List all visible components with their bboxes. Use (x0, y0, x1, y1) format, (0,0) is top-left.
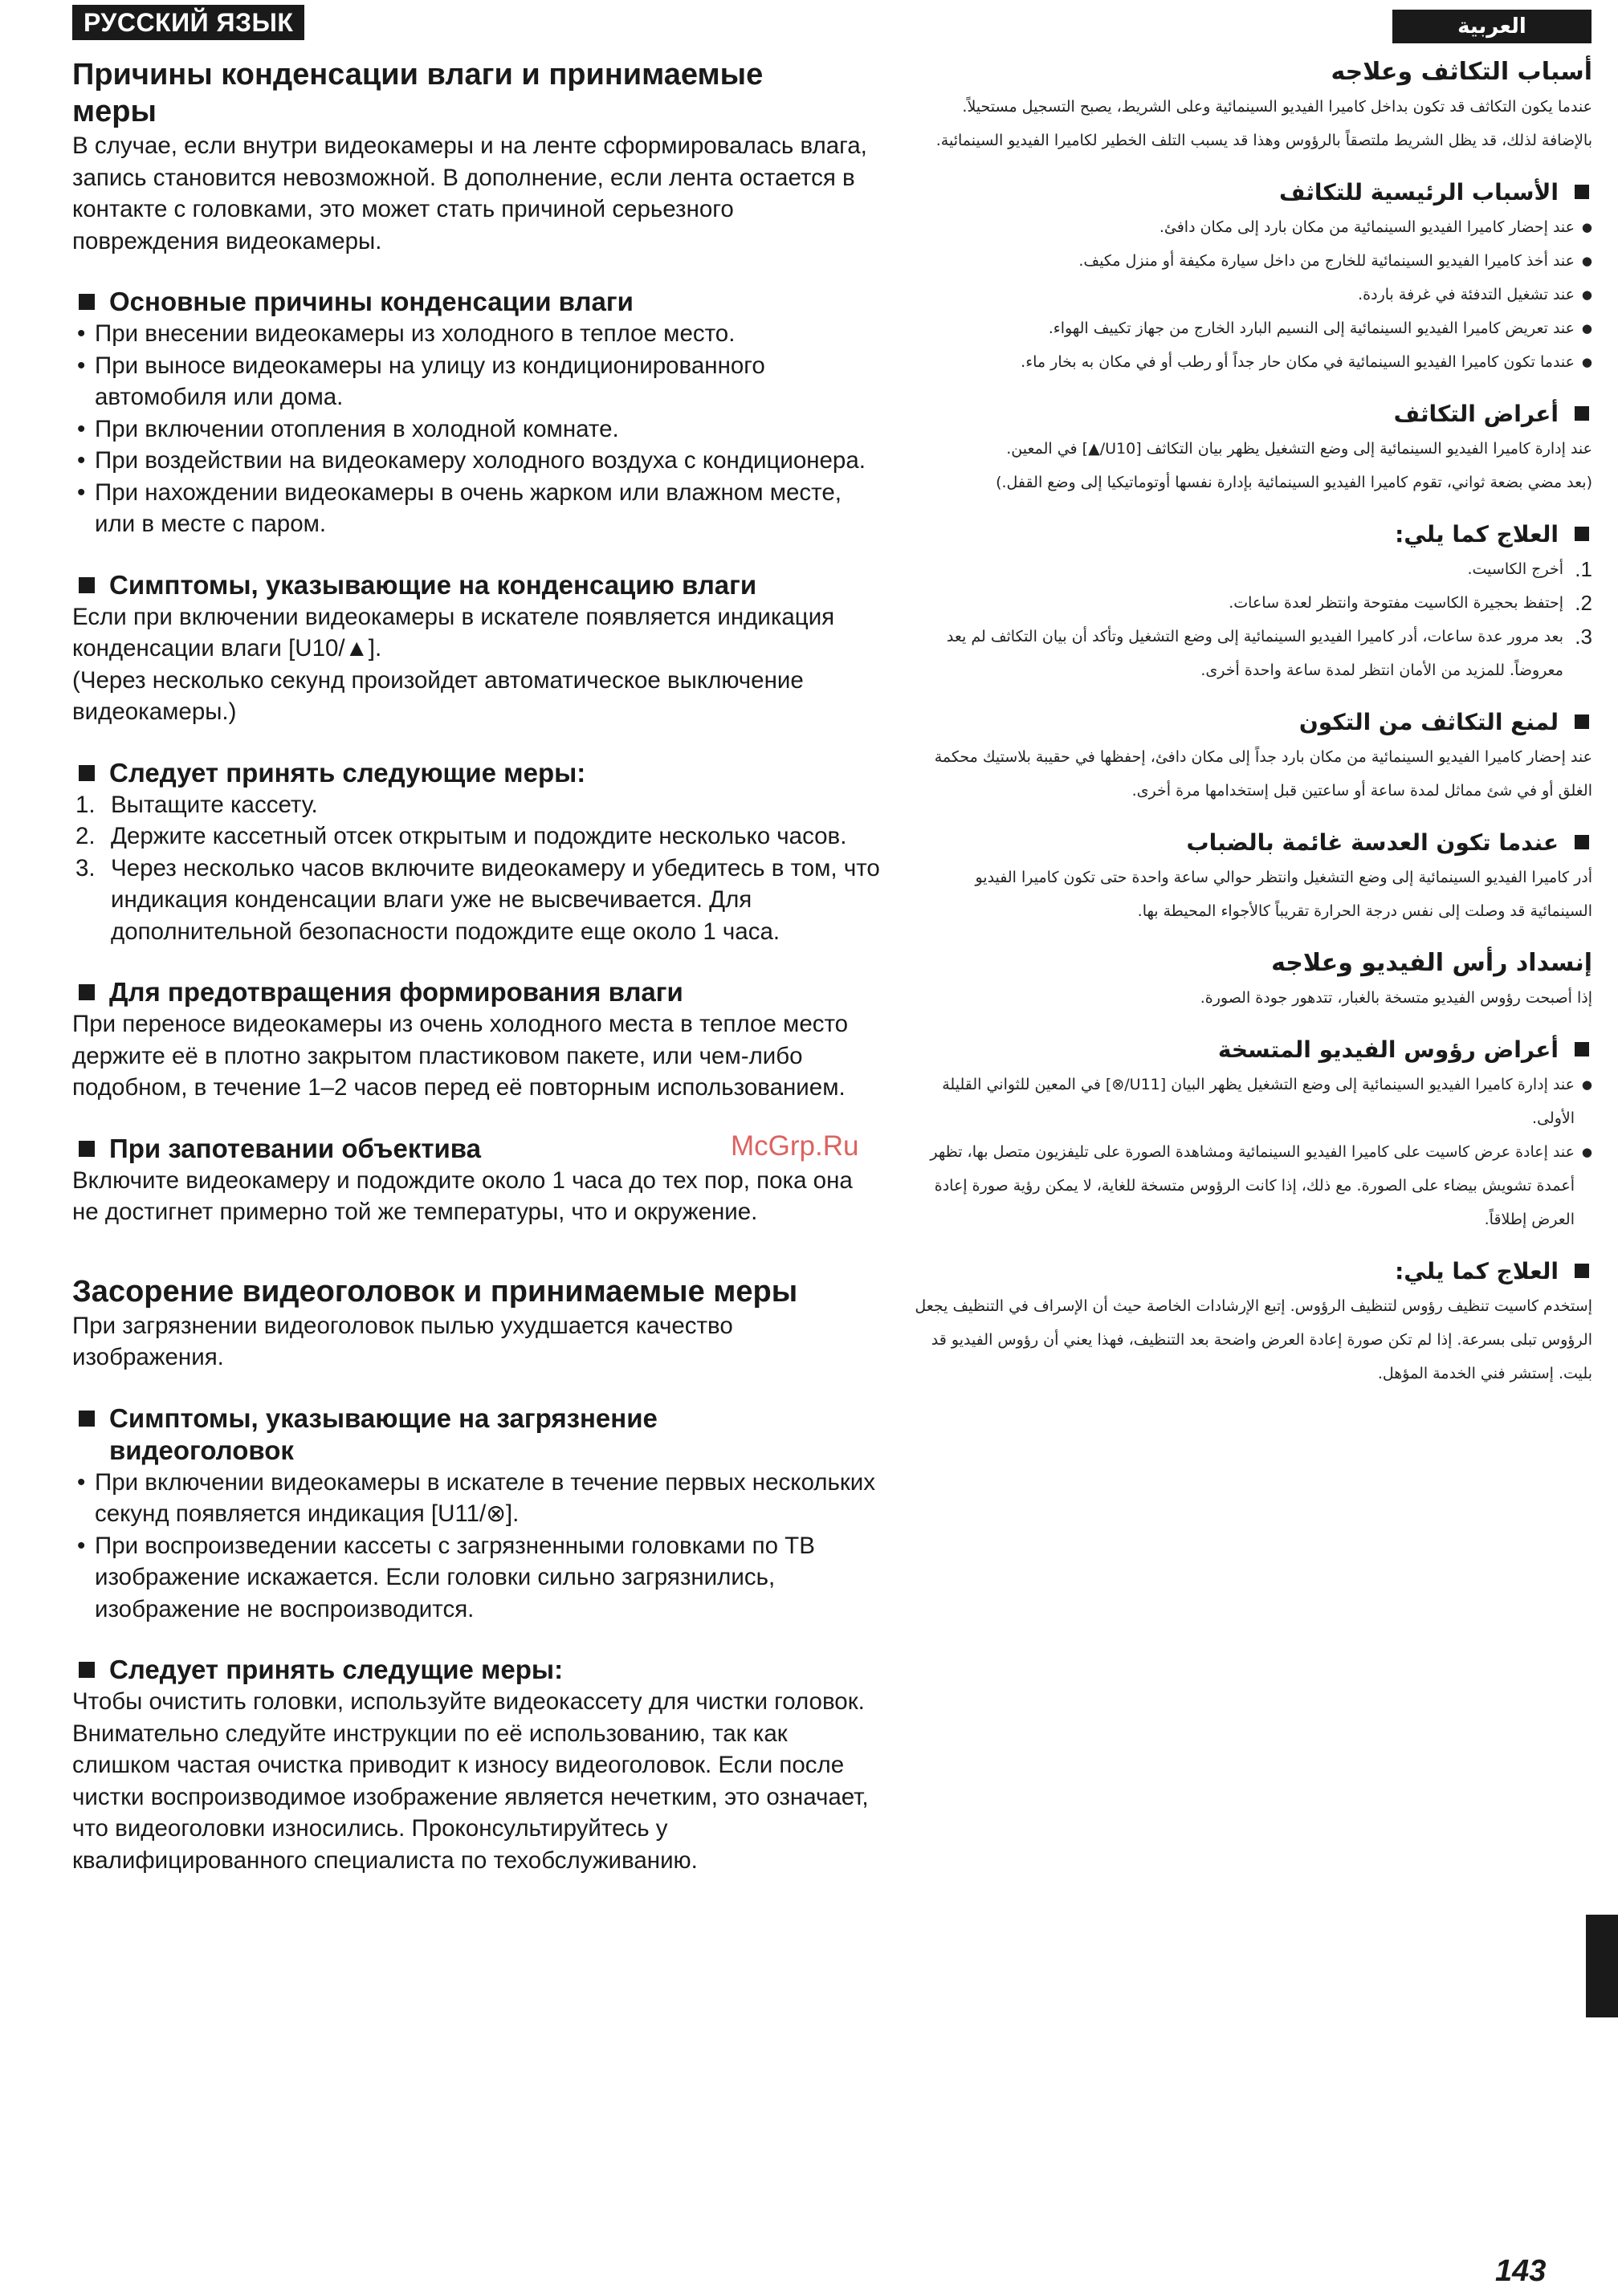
arabic-column (914, 55, 1592, 1390)
list-item: ● عندما تكون كاميرا الفيديو السينمائية في مكان حار جداً أو رطب أو في مكان به بخار ماء. (914, 345, 1592, 379)
heading-dirty-heads-symptoms-ar: أعراض رؤوس الفيديو المتسخة (914, 1032, 1592, 1068)
heading-remedy: Следует принять следующие меры: (72, 757, 883, 789)
paragraph-symptoms: Если при включении видеокамеры в искателе появляется индикация конденсации влаги [U10/▲]. (72, 603, 835, 662)
language-label-russian: РУССКИЙ ЯЗЫК (72, 5, 304, 40)
heading-prevention-ar: لمنع التكاثف من التكون (914, 705, 1592, 740)
square-bullet-icon (79, 984, 95, 1000)
numbered-step: 1. أخرج الكاسيت. (1467, 557, 1592, 581)
square-bullet-icon (1575, 1042, 1589, 1056)
paragraph-prevention: При переносе видеокамеры из очень холодного места в теплое место держите её в плотно закрытом пластиковом пакете, или чем-либо подобном, в течение 1–2 часов перед её повторным использованием. (72, 1011, 849, 1101)
square-bullet-icon (1575, 527, 1589, 541)
numbered-step: 1. Вытащите кассету. (75, 791, 318, 818)
heading-cleaning-remedy-ar: العلاج كما يلي: (914, 1254, 1592, 1289)
watermark: McGrp.Ru (731, 1130, 859, 1162)
section-title-head-clogging: Засорение видеоголовок и принимаемые меры (72, 1274, 798, 1309)
square-bullet-icon (1575, 1264, 1589, 1278)
paragraph-condensation-intro: В случае, если внутри видеокамеры и на ленте сформировалась влага, запись становится невозможной. В дополнение, если лента остается в контакте с головками, это может стать причиной серьезного повреждения видеокамеры. (72, 132, 867, 254)
paragraph-lens-fog-ar: أدر كاميرا الفيديو السينمائية إلى وضع التشغيل وانتظر حوالي ساعة واحدة حتى تكون كاميرا الفيديو السينمائية قد وصلت إلى نفس درجة الحرارة تقريباً كالأجواء المحيطة بها. (975, 869, 1592, 920)
square-bullet-icon (79, 294, 95, 310)
square-bullet-icon (1575, 714, 1589, 729)
paragraph-cleaning-ar: إستخدم كاسيت تنظيف رؤوس لتنظيف الرؤوس. إتبع الإرشادات الخاصة حيث أن الإسراف في التنظيف يجعل الرؤوس تبلى بسرعة. إذا لم تكن صورة إعادة العرض واضحة بعد التنظيف، فهذا يعني أن رؤوس الفيديو قد بليت. إستشر فني الخدمة المؤهل. (915, 1297, 1592, 1382)
paragraph-condensation-intro-ar: عندما يكون التكاثف قد تكون بداخل كاميرا الفيديو السينمائية وعلى الشريط، يصبح التسجيل مستحيلاً. بالإضافة لذلك، قد يظل الشريط ملتصقاً بالرؤوس وهذا قد يسبب التلف الخطير لكاميرا الفيديو السينمائية. (935, 98, 1592, 149)
paragraph-prevention-ar: عند إحضار كاميرا الفيديو السينمائية من مكان بارد جداً إلى مكان دافئ، إحفظها في حقيبة بلاستيك محكمة الغلق أو في شئ مماثل لمدة ساعة أو ساعتين قبل إستخدامها مرة أخرى. (934, 748, 1592, 800)
heading-condensation-symptoms-ar: أعراض التكاثف (914, 397, 1592, 432)
language-label-arabic: العربية (1392, 10, 1592, 43)
heading-remedy-ar: العلاج كما يلي: (914, 517, 1592, 552)
numbered-step: 3. بعد مرور عدة ساعات، أدر كاميرا الفيديو السينمائية إلى وضع التشغيل وتأكد أن بيان التكاثف لم يعد معروضاً. للمزيد من الأمان انتظر لمدة ساعة واحدة أخرى. (946, 625, 1592, 679)
list-item: • При включении отопления в холодной комнате. (72, 413, 883, 446)
heading-main-causes: Основные причины конденсации влаги (72, 286, 883, 318)
list-item: ● عند تشغيل التدفئة في غرفة باردة. (914, 278, 1592, 311)
heading-lens-fog-ar: عندما تكون العدسة غائمة بالضباب (914, 825, 1592, 861)
square-bullet-icon (1575, 835, 1589, 849)
section-title-condensation-ar: أسباب التكاثف وعلاجه (1331, 58, 1592, 86)
paragraph-head-clogging: При загрязнении видеоголовок пылью ухудшается качество изображения. (72, 1312, 733, 1370)
page-number: 143 (1495, 2254, 1547, 2288)
russian-column (72, 5, 883, 1876)
section-title-condensation: Причины конденсации влаги и принимаемые меры (72, 58, 764, 128)
list-item: • При включении видеокамеры в искателе в течение первых нескольких секунд появляется индикация [U11/⊗]. (72, 1467, 883, 1530)
heading-cleaning-remedy: Следует принять следущие меры: (72, 1654, 883, 1686)
list-item: • При воспроизведении кассеты с загрязненными головками по ТВ изображение искажается. Если головки сильно загрязнились, изображение не воспроизводится. (72, 1530, 883, 1626)
section-tab-marker (1586, 1915, 1618, 2017)
paragraph-symptoms-note: (Через несколько секунд произойдет автоматическое выключение видеокамеры.) (72, 666, 804, 725)
list-item: • При нахождении видеокамеры в очень жарком или влажном месте, или в месте с паром. (72, 477, 883, 540)
section-title-head-clogging-ar: إنسداد رأس الفيديو وعلاجه (1271, 949, 1592, 977)
heading-prevention: Для предотвращения формирования влаги (72, 976, 883, 1008)
list-item: ● عند إحضار كاميرا الفيديو السينمائية من مكان بارد إلى مكان دافئ. (914, 210, 1592, 244)
list-item: • При выносе видеокамеры на улицу из кондиционированного автомобиля или дома. (72, 350, 883, 413)
list-item: ● عند أخذ كاميرا الفيديو السينمائية للخارج من داخل سيارة مكيفة أو منزل مكيف. (914, 244, 1592, 278)
square-bullet-icon (79, 1141, 95, 1157)
square-bullet-icon (79, 1411, 95, 1427)
heading-condensation-symptoms: Симптомы, указывающие на конденсацию влаги (72, 569, 883, 601)
heading-lens-fog: При запотевании объектива (72, 1133, 883, 1165)
paragraph-lens-fog: Включите видеокамеру и подождите около 1 часа до тех пор, пока она не достигнет примерно той же температуры, что и окружение. (72, 1166, 853, 1225)
paragraph-symptoms-note-ar: (بعد مضي بضعة ثواني، تقوم كاميرا الفيديو السينمائية بإدارة نفسها أوتوماتيكيا إلى وضع القفل.) (996, 474, 1592, 491)
heading-main-causes-ar: الأسباب الرئيسية للتكاثف (914, 175, 1592, 210)
paragraph-symptoms-ar: عند إدارة كاميرا الفيديو السينمائية إلى وضع التشغيل يظهر بيان التكاثف [U10/▲] في المعين. (1006, 440, 1592, 458)
paragraph-head-clogging-ar: إذا أصبحت رؤوس الفيديو متسخة بالغبار، تتدهور جودة الصورة. (1200, 989, 1592, 1007)
square-bullet-icon (1575, 406, 1589, 421)
numbered-step: 2. إحتفظ بحجيرة الكاسيت مفتوحة وانتظر لعدة ساعات. (1229, 591, 1592, 615)
paragraph-cleaning: Чтобы очистить головки, используйте видеокассету для чистки головок. Внимательно следуйте инструкции по её использованию, так как слишком частая очистка приводит к износу видеоголовок. Если после чистки воспроизводимое изображение является нечетким, это означает, что видеоголовки износились. Проконсультируйтесь у квалифицированного специалиста по техобслуживанию. (72, 1688, 869, 1874)
heading-dirty-heads-symptoms: Симптомы, указывающие на загрязнение видеоголовок (72, 1402, 883, 1467)
list-item: • При воздействии на видеокамеру холодного воздуха с кондиционера. (72, 445, 883, 477)
list-item: ● عند تعريض كاميرا الفيديو السينمائية إلى النسيم البارد الخارج من جهاز تكييف الهواء. (914, 311, 1592, 345)
square-bullet-icon (79, 765, 95, 781)
list-item: ● عند إعادة عرض كاسيت على كاميرا الفيديو السينمائية ومشاهدة الصورة على تليفزيون متصل بها، تظهر أعمدة تشويش بيضاء على الصورة. مع ذلك، إذا كانت الرؤوس متسخة للغاية، لا يمكن رؤية صورة إعادة العرض إطلاقاً. (914, 1135, 1592, 1236)
square-bullet-icon (79, 577, 95, 593)
square-bullet-icon (79, 1662, 95, 1678)
numbered-step: 3. Через несколько часов включите видеокамеру и убедитесь в том, что индикация конденсации влаги уже не высвечивается. Для дополнительной безопасности подождите еще около 1 часа. (75, 854, 880, 945)
list-item: • При внесении видеокамеры из холодного в теплое место. (72, 318, 883, 350)
square-bullet-icon (1575, 185, 1589, 199)
numbered-step: 2. Держите кассетный отсек открытым и подождите несколько часов. (75, 823, 847, 849)
list-item: ● عند إدارة كاميرا الفيديو السينمائية إلى وضع التشغيل يظهر البيان [U11/⊗] في المعين للثواني القليلة الأولى. (914, 1068, 1592, 1135)
